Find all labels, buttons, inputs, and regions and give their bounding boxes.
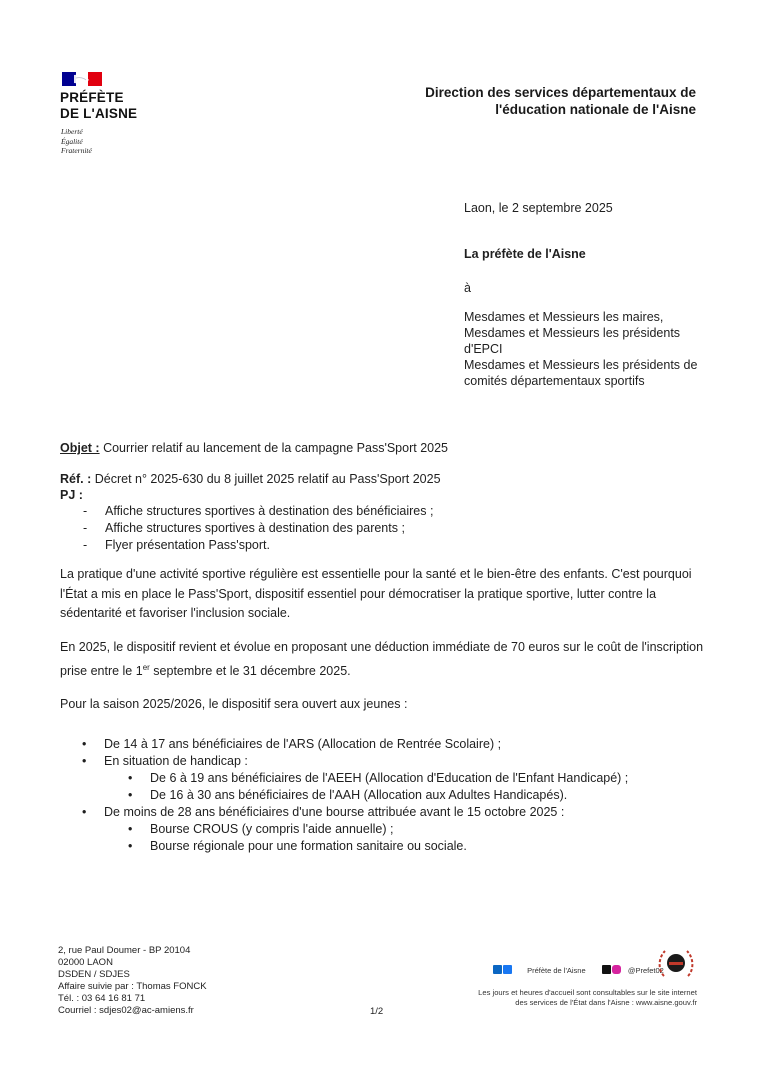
bullet-icon: • — [82, 754, 87, 768]
eligibility-subitem — [126, 838, 720, 855]
eligibility-subitem — [126, 821, 720, 838]
bullet-icon: • — [128, 839, 133, 853]
attachment-item: - Affiche structures sportives à destination des bénéficiaires ; — [83, 504, 434, 518]
facebook-icon[interactable] — [503, 965, 512, 974]
footer-note — [478, 988, 697, 1008]
subject-label: Objet : — [60, 441, 100, 455]
body-paragraph-1: La pratique d'une activité sportive régulière est essentielle pour la santé et le bien-être des enfants. C'est pourquoi l'État a mis en place le Pass'Sport, dispositif essentiel pour démocratiser la pratique sportive, lutter contre la sédentarité et favoriser l'inclusion sociale. — [60, 567, 692, 620]
attachment-text: Affiche structures sportives à destination des bénéficiaires ; — [105, 504, 434, 518]
logo-title-line2: DE L'AISNE — [60, 106, 138, 121]
note-line: Les jours et heures d'accueil sont consultables sur le site internet — [478, 988, 697, 997]
attachment-item: - Affiche structures sportives à destination des parents ; — [83, 521, 405, 535]
social-label: Préfète de l'Aisne — [527, 966, 586, 975]
eligibility-text: De 14 à 17 ans bénéficiaires de l'ARS (Allocation de Rentrée Scolaire) ; — [104, 737, 502, 751]
eligibility-subitem — [126, 770, 720, 787]
note-line: des services de l'État dans l'Aisne : www.aisne.gouv.fr — [515, 998, 697, 1007]
eligibility-subitem — [126, 787, 720, 804]
motto-fraternite: Fraternité — [61, 146, 92, 155]
eligibility-item — [80, 804, 720, 855]
eligibility-subtext: De 6 à 19 ans bénéficiaires de l'AEEH (Allocation d'Education de l'Enfant Handicapé) ; — [150, 771, 629, 785]
x-twitter-icon[interactable] — [602, 965, 611, 974]
address-line: Courriel : sdjes02@ac-amiens.fr — [58, 1005, 194, 1016]
instagram-icon[interactable] — [612, 965, 621, 974]
recipients-block — [464, 309, 714, 389]
recipient-line: Mesdames et Messieurs les présidents d'EPCI — [464, 326, 681, 356]
direction-line1: Direction des services départementaux de — [425, 85, 696, 100]
eligibility-text: De moins de 28 ans bénéficiaires d'une bourse attribuée avant le 15 octobre 2025 : — [104, 805, 565, 819]
paragraph2-end: septembre et le 31 décembre 2025. — [149, 663, 351, 678]
eligibility-list — [80, 736, 720, 855]
paragraph2-sup: er — [142, 662, 150, 672]
reference-label: Réf. : — [60, 472, 92, 486]
direction-line2: l'éducation nationale de l'Aisne — [495, 102, 696, 117]
eligibility-item — [80, 736, 720, 753]
bullet-icon: • — [128, 771, 133, 785]
attachments-label — [60, 488, 83, 502]
eligibility-sublist — [104, 770, 720, 804]
attachments-list — [83, 503, 433, 554]
attachment-text: Flyer présentation Pass'sport. — [105, 538, 270, 552]
address-line: Affaire suivie par : Thomas FONCK — [58, 981, 207, 992]
bullet-icon: • — [82, 805, 87, 819]
letter-to: à — [464, 281, 471, 295]
address-line: 02000 LAON — [58, 957, 113, 968]
reference-text: Décret n° 2025-630 du 8 juillet 2025 relatif au Pass'Sport 2025 — [91, 472, 441, 486]
eligibility-subtext: Bourse CROUS (y compris l'aide annuelle) ; — [150, 822, 394, 836]
body-paragraph-2 — [60, 638, 710, 681]
body-paragraph-3: Pour la saison 2025/2026, le dispositif sera ouvert aux jeunes : — [60, 697, 408, 711]
attachment-item: - Flyer présentation Pass'sport. — [83, 538, 270, 552]
prefecture-logo-title — [60, 90, 137, 122]
address-line: 2, rue Paul Doumer - BP 20104 — [58, 945, 191, 956]
page-number: 1/2 — [370, 1006, 384, 1017]
subject-line — [60, 441, 448, 455]
eligibility-text: En situation de handicap : — [104, 754, 248, 768]
motto-liberte: Liberté — [61, 127, 83, 136]
eligibility-subtext: De 16 à 30 ans bénéficiaires de l'AAH (Allocation aux Adultes Handicapés). — [150, 788, 568, 802]
marianne-flag-icon — [62, 72, 102, 86]
social-handle: @Prefet02 — [627, 966, 664, 975]
letter-date: Laon, le 2 septembre 2025 — [464, 201, 613, 215]
eligibility-subtext: Bourse régionale pour une formation sanitaire ou sociale. — [150, 839, 467, 853]
bullet-icon: • — [82, 737, 87, 751]
attachment-text: Affiche structures sportives à destination des parents ; — [105, 521, 405, 535]
subject-text: Courrier relatif au lancement de la campagne Pass'Sport 2025 — [99, 441, 449, 455]
logo-title-line1: PRÉFÈTE — [60, 90, 124, 105]
republic-motto — [61, 127, 92, 156]
eligibility-item — [80, 753, 720, 804]
bullet-icon: • — [128, 822, 133, 836]
bullet-icon: • — [128, 788, 133, 802]
letter-sender: La préfète de l'Aisne — [464, 247, 586, 261]
footer-address — [58, 945, 207, 1017]
issuing-department — [425, 84, 696, 118]
address-line: Tél. : 03 64 16 81 71 — [58, 993, 146, 1004]
address-line: DSDEN / SDJES — [58, 969, 130, 980]
quality-label-badge-icon — [656, 946, 696, 982]
linkedin-icon[interactable] — [493, 965, 502, 974]
recipient-line: Mesdames et Messieurs les présidents de comités départementaux sportifs — [464, 358, 698, 388]
recipient-line: Mesdames et Messieurs les maires, — [464, 310, 664, 324]
reference-line — [60, 472, 441, 486]
paragraph2-start: En 2025, le dispositif revient et évolue en proposant une déduction immédiate de 70 euros sur le coût de l'inscription prise entre le 1 — [60, 640, 704, 678]
social-links — [493, 965, 664, 975]
motto-egalite: Égalité — [61, 136, 83, 146]
eligibility-sublist — [104, 821, 720, 855]
pj-label: PJ : — [60, 488, 83, 502]
